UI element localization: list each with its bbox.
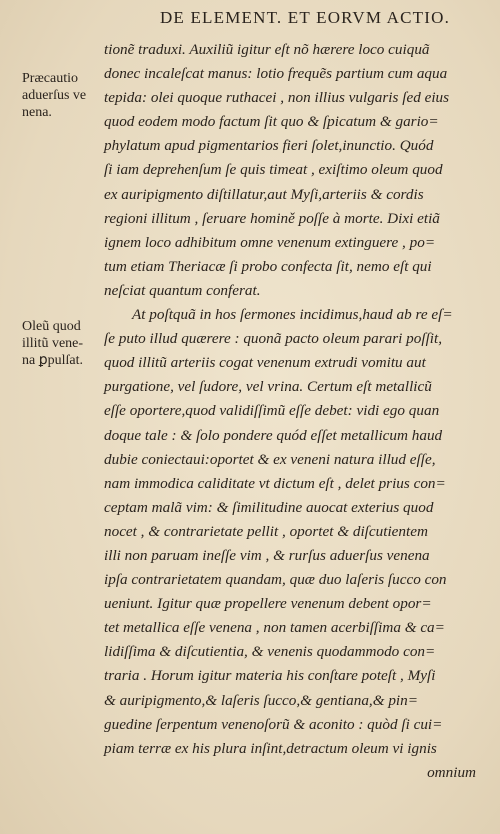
text-line: tet metallica eſſe venena , non tamen acerbiſſima & ca= — [104, 619, 445, 637]
text-line: tepida: olei quoque ruthacei , non illius vulgaris ſed eius — [104, 89, 450, 107]
text-line: donec incaleſcat manus: lotio frequẽs partium cum aqua — [104, 65, 448, 83]
text-line: purgatione, vel ſudore, vel vrina. Certum eſt metallicũ — [104, 378, 432, 396]
margin-note-line: Oleũ quod — [22, 319, 81, 334]
text-line: doque tale : & ſolo pondere quód eſſet metallicum haud — [104, 426, 443, 444]
margin-note-line: nena. — [22, 105, 52, 120]
running-header: DE ELEMENT. ET EORVM ACTIO. — [159, 8, 451, 27]
text-line: ceptam malã vim: & ſimilitudine auocat exterius quod — [104, 498, 434, 516]
text-line: & auripigmento,& laſeris ſucco,& gentiana,& pin= — [104, 691, 418, 709]
margin-note-line: na ꝑpulſat. — [22, 353, 83, 368]
text-line: traria . Horum igitur materia his conſtare poteſt , Myſi — [104, 667, 436, 685]
text-line: eſſe oportere,quod validiſſimũ eſſe debet: vidi ego quan — [104, 402, 440, 420]
text-line: lidiſſima & diſcutientia, & venenis quodammodo con= — [104, 643, 436, 661]
margin-note-line: aduerſus ve — [22, 88, 87, 103]
text-line: quod illitũ arteriis cogat venenum extrudi vomitu aut — [104, 354, 426, 372]
text-line: tionẽ traduxi. Auxiliũ igitur eſt nõ hærere loco cuiquã — [104, 41, 430, 58]
body-text — [104, 38, 476, 785]
text-line: quod eodem modo factum ſit quo & ſpicatum & gario= — [104, 113, 439, 131]
text-line: tum etiam Theriacæ ſi probo confecta ſit, nemo eſt qui — [104, 257, 432, 275]
text-line: regioni illitum , ſeruare homině poſſe à morte. Dixi etiã — [104, 209, 440, 227]
text-line: ignem loco adhibitum omne venenum extinguere , po= — [104, 233, 436, 251]
text-line: At poſtquã in hos ſermones incidimus,haud ab re eſ= — [132, 306, 453, 324]
margin-note-precaution — [22, 70, 106, 121]
text-line: ſe puto illud quærere : quonã pacto oleum parari poſſit, — [104, 330, 443, 348]
catchword: omnium — [427, 763, 476, 781]
text-line: phylatum apud pigmentarios fieri ſolet,inunctio. Quód — [104, 137, 434, 155]
margin-note-line: illitũ vene- — [22, 336, 84, 351]
text-line: ueniunt. Igitur quæ propellere venenum debent opor= — [104, 595, 432, 613]
text-line: ſi iam deprehenſum ſe quis timeat , exiſtimo oleum quod — [104, 161, 443, 179]
text-line: guedine ſerpentum venenoſorũ & aconito : quòd ſi cui= — [104, 715, 443, 733]
text-line: ex auripigmento diſtillatur,aut Myſi,arteriis & cordis — [104, 185, 424, 203]
margin-note-oil — [22, 318, 106, 369]
text-line: dubie coniectaui:oportet & ex veneni natura illud eſſe, — [104, 450, 436, 468]
text-line: piam terræ ex his plura inſint,detractum oleum vi ignis — [104, 739, 437, 757]
text-line: nam immodica caliditate vt dictum eſt , delet prius con= — [104, 474, 446, 492]
text-line: nocet , & contrarietate pellit , oportet & diſcutientem — [104, 522, 428, 540]
text-line: ipſa contrarietatem quandam, quæ duo laſeris ſucco con — [104, 571, 447, 589]
text-line: neſciat quantum conferat. — [104, 281, 261, 299]
text-line: illi non paruam ineſſe vim , & rurſus aduerſus venena — [104, 546, 430, 564]
margin-note-line: Præcautio — [22, 71, 78, 86]
